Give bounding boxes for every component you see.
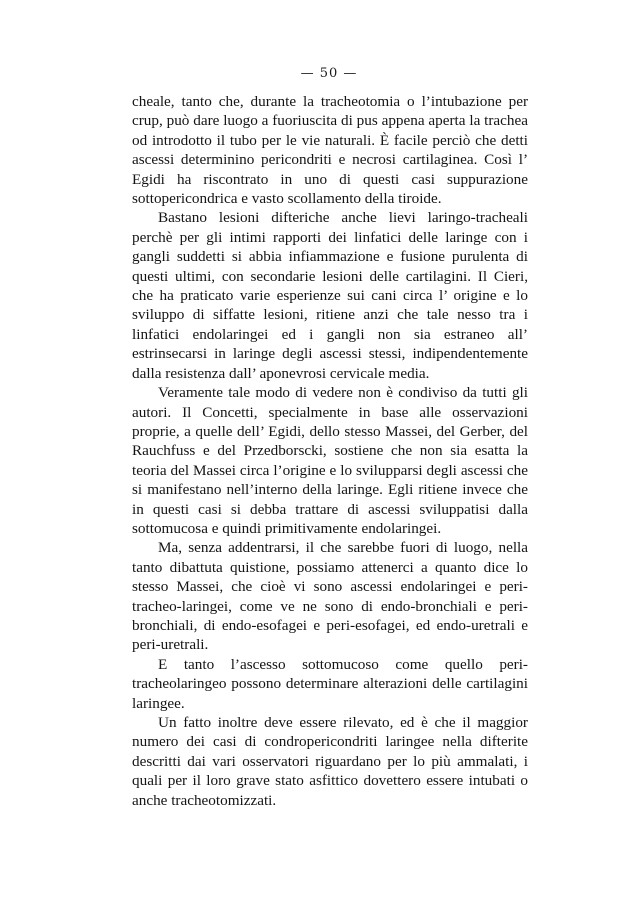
paragraph-lesioni-difteriche: Bastano lesioni difteriche anche lievi laringo-tracheali perchè per gli intimi rapporti dei linfatici delle laringe con i gangli suddetti si abbia infiammazione e fusione purulenta di questi ultimi, con secondarie lesioni delle cartilagini. Il Cieri, che ha praticato varie esperienze sui cani circa l’ origine e lo sviluppo di siffatte lesioni, ritiene anzi che tale nesso tra i linfatici endolaringei ed i gangli non sia estraneo all’ estrinsecarsi in laringe degli ascessi stessi, indipendentemente dalla resistenza dall’ aponevrosi cervicale media. (132, 209, 528, 382)
paragraph-continuation: cheale, tanto che, durante la tracheotomia o l’intubazione per crup, può dare luogo a fuoriuscita di pus appena aperta la trachea od introdotto il tubo per le vie naturali. È facile perciò che detti ascessi determinino pericondriti e necrosi cartilaginea. Così l’ Egidi ha riscontrato in uno di questi casi suppurazione sottopericondrica e vasto scollamento della tiroide. (132, 93, 528, 208)
body-text (132, 92, 528, 810)
paragraph-ascesso-sottomucoso: E tanto l’ascesso sottomucoso come quello peri-tracheolaringeo possono determinare alterazioni delle cartilagini laringee. (132, 655, 528, 712)
paragraph-massei: Ma, senza addentrarsi, il che sarebbe fuori di luogo, nella tanto dibattuta quistione, possiamo attenerci a quanto dice lo stesso Massei, che cioè vi sono ascessi endolaringei e peri-tracheo-laringei, come ve ne sono di endo-bronchiali e peri-bronchiali, di endo-esofagei e peri-esofagei, ed endo-uretrali e peri-uretrali. (132, 539, 528, 654)
page-number: — 50 — (300, 66, 358, 81)
paragraph-fatto-rilevato: Un fatto inoltre deve essere rilevato, ed è che il maggior numero dei casi di condropericondriti laringee nella difterite descritti dai vari osservatori riguardano per lo più ammalati, i quali per il loro grave stato asfittico dovettero essere intubati o anche tracheotomizzati. (132, 714, 528, 809)
paragraph-concetti: Veramente tale modo di vedere non è condiviso da tutti gli autori. Il Concetti, specialmente in base alle osservazioni proprie, a quelle dell’ Egidi, dello stesso Massei, del Gerber, del Rauchfuss e del Przedborscki, sostiene che non sia esatta la teoria del Massei circa l’origine e lo svilupparsi degli ascessi che si manifestano nell’interno della laringe. Egli ritiene invece che in questi casi si debba trattare di ascessi sviluppatisi dalla sottomucosa e quindi primitivamente endolaringei. (132, 384, 528, 537)
